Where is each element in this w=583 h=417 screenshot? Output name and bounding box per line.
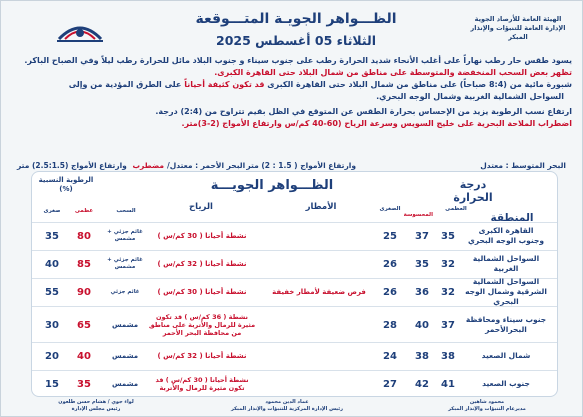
mediterranean-state	[480, 161, 566, 170]
bulletin-title: الظـــواهر الجويـة المتـــوقعة	[195, 11, 397, 27]
signature-director	[422, 399, 552, 413]
humidity-min: 40	[45, 258, 59, 270]
fog-warning: قد تكون كثيفة أحياناً	[184, 80, 265, 89]
signature-name: عماد الدين محمود	[265, 399, 309, 405]
forecast-line-6: اضطراب الملاحة البحرية على خليج السويس وسرعة الرياح (60-40 كم/س وارتفاع الأمواج (2-3)متر.	[181, 119, 572, 128]
rain-text	[271, 307, 367, 343]
region-name: جنوب سيناء ومحافظة البحرالأحمر	[465, 315, 547, 334]
wind-text: نشطة أحيانا ( 30 كم/س )	[157, 287, 247, 296]
humidity-max: 35	[77, 378, 91, 390]
signature-chairman	[31, 399, 161, 413]
weather-header: الظـــواهر الجويـــة	[137, 178, 407, 193]
table-row	[32, 222, 557, 248]
temperature-header: درجة الحرارة	[453, 178, 493, 204]
rain-text	[271, 343, 367, 369]
ema-logo-icon	[53, 15, 107, 45]
med-waves: وارتفاع الأمواج ( 1.5 : 2) متر	[246, 161, 356, 170]
signature-head	[222, 399, 352, 413]
col-cloud-header: السحب	[116, 208, 136, 214]
humidity-max: 90	[77, 286, 91, 298]
humidity-min: 20	[45, 350, 59, 362]
forecast-line-4: السواحل الشمالية الغربية وشمال الوجه البحري.	[376, 92, 564, 101]
temp-max: 38	[441, 350, 455, 362]
temp-min: 24	[383, 350, 397, 362]
col-wind-header: الرياح	[189, 202, 213, 212]
forecast-line-2: تظهر بعض السحب المنخفضة والمتوسطة على مناطق من شمال البلاد حتى القاهرة الكبرى.	[214, 68, 572, 77]
signature-name: لواء جوي / هشام حسن طلعون	[58, 399, 134, 405]
temp-feel: 40	[415, 319, 429, 331]
col-hmax-header: عظمى	[74, 208, 94, 214]
med-label: البحر المتوسط : معتدل	[480, 161, 566, 170]
signatures	[11, 399, 572, 417]
rain-text	[271, 251, 367, 277]
cloud-text: مشمس	[111, 379, 139, 388]
red-state: مضطرب	[132, 161, 165, 170]
red-sea-state	[17, 161, 245, 170]
cloud-text: مشمس	[111, 320, 139, 329]
cloud-text: غائم جزئي + مشمس	[107, 229, 143, 242]
cloud-text: مشمس	[111, 351, 139, 360]
region-name: القاهرة الكبرى وجنوب الوجه البحري	[467, 226, 545, 245]
org-line-2: الإدارة العامة للتنبؤات والإنذار المبكر	[470, 24, 566, 41]
temp-min: 28	[383, 319, 397, 331]
humidity-max: 85	[77, 258, 91, 270]
humidity-min: 15	[45, 378, 59, 390]
humidity-header: الرطوبة النسبية (%)	[38, 176, 94, 193]
organization-name	[468, 15, 568, 42]
forecast-line-1: يسود طقس حار رطب نهاراً على أغلب الأنحاء شديد الحرارة رطب على جنوب سيناء و جنوب البلاد مائل للحرارة رطب ليلاً وفي الصباح الباكر.	[24, 56, 572, 65]
signature-title: رئيس الإدارة المركزية للتنبؤات والإنذار المبكر	[231, 406, 343, 412]
humidity-max: 80	[77, 230, 91, 242]
temp-feel: 35	[415, 258, 429, 270]
col-rain-header: الأمطار	[305, 202, 337, 212]
wind-text: نشطة أحيانا ( 30 كم/س ) قد تكون مثيرة للرمال والأتربة	[155, 376, 249, 392]
wind-text: نشطة أحيانا ( 30 كم/س )	[157, 231, 247, 240]
temp-min: 27	[383, 378, 397, 390]
red-label: البحر الأحمر : معتدل/	[167, 161, 246, 170]
temp-min: 25	[383, 230, 397, 242]
table-row	[32, 306, 557, 342]
temp-max: 32	[441, 286, 455, 298]
rain-text	[271, 371, 367, 397]
col-feel-header: المحسوسة	[403, 212, 433, 218]
temp-max: 41	[441, 378, 455, 390]
table-row	[32, 370, 557, 396]
col-min-header: الصغرى	[379, 206, 401, 212]
wind-text: نشطة أحيانا ( 32 كم/س )	[157, 259, 247, 268]
region-name: السواحل الشمالية الشرقية وشمال الوجه البحري	[465, 277, 547, 306]
table-row	[32, 278, 557, 304]
forecast-line-3	[11, 79, 572, 91]
temp-min: 26	[383, 258, 397, 270]
rain-text	[271, 223, 367, 249]
bulletin-date: الثلاثاء 05 أغسطس 2025	[216, 33, 376, 48]
region-name: السواحل الشمالية الغربية	[472, 254, 540, 273]
forecast-table	[31, 171, 558, 397]
temp-max: 32	[441, 258, 455, 270]
wind-text: نشطة أحيانا ( 32 كم/س )	[157, 351, 247, 360]
humidity-min: 35	[45, 230, 59, 242]
region-name: جنوب الصعيد	[482, 379, 530, 388]
temp-feel: 42	[415, 378, 429, 390]
humidity-max: 65	[77, 319, 91, 331]
humidity-min: 30	[45, 319, 59, 331]
fog-roads: على الطرق المؤدية من وإلى	[68, 80, 182, 89]
mediterranean-waves	[246, 161, 356, 170]
signature-name: محمود شاهين	[469, 399, 505, 405]
col-hmin-header: صغرى	[43, 208, 61, 214]
rain-text: فرص ضعيفة لأمطار خفيفة	[272, 288, 366, 296]
forecast-text	[11, 55, 572, 130]
temp-max: 35	[441, 230, 455, 242]
humidity-max: 40	[77, 350, 91, 362]
cloud-text: غائم جزئي	[110, 288, 140, 295]
region-header: المنطقة	[490, 212, 534, 224]
signature-title: رئيس مجلس الإدارة	[71, 406, 121, 412]
humidity-min: 55	[45, 286, 59, 298]
wind-text: نشطة ( 36 كم/س ) قد تكون مثيرة للرمال والأتربة على مناطق من محافظة البحر الأحمر	[148, 313, 256, 337]
forecast-line-5: ارتفاع نسب الرطوبة يزيد من الإحساس بحرارة الطقس عن المتوقع في الظل بقيم تتراوح من (2:4) درجة.	[155, 107, 572, 116]
col-max-header: العظمى	[445, 206, 467, 212]
table-row	[32, 250, 557, 276]
cloud-text: غائم جزئي + مشمس	[107, 257, 143, 270]
temp-min: 26	[383, 286, 397, 298]
org-line-1: الهيئة العامة للأرصاد الجوية	[474, 15, 562, 23]
temp-feel: 37	[415, 230, 429, 242]
table-row	[32, 342, 557, 368]
temp-feel: 36	[415, 286, 429, 298]
temp-feel: 38	[415, 350, 429, 362]
region-name: شمال الصعيد	[481, 351, 531, 360]
temp-max: 37	[441, 319, 455, 331]
fog-text: شبورة مائية من (8:4 صباحاً) على مناطق من شمال البلاد حتى القاهرة الكبرى	[267, 80, 572, 89]
signature-title: مديرعام التنبؤات والإنذار المبكر	[448, 406, 526, 412]
red-waves: وارتفاع الأمواج (2.5:1.5) متر	[17, 161, 127, 170]
